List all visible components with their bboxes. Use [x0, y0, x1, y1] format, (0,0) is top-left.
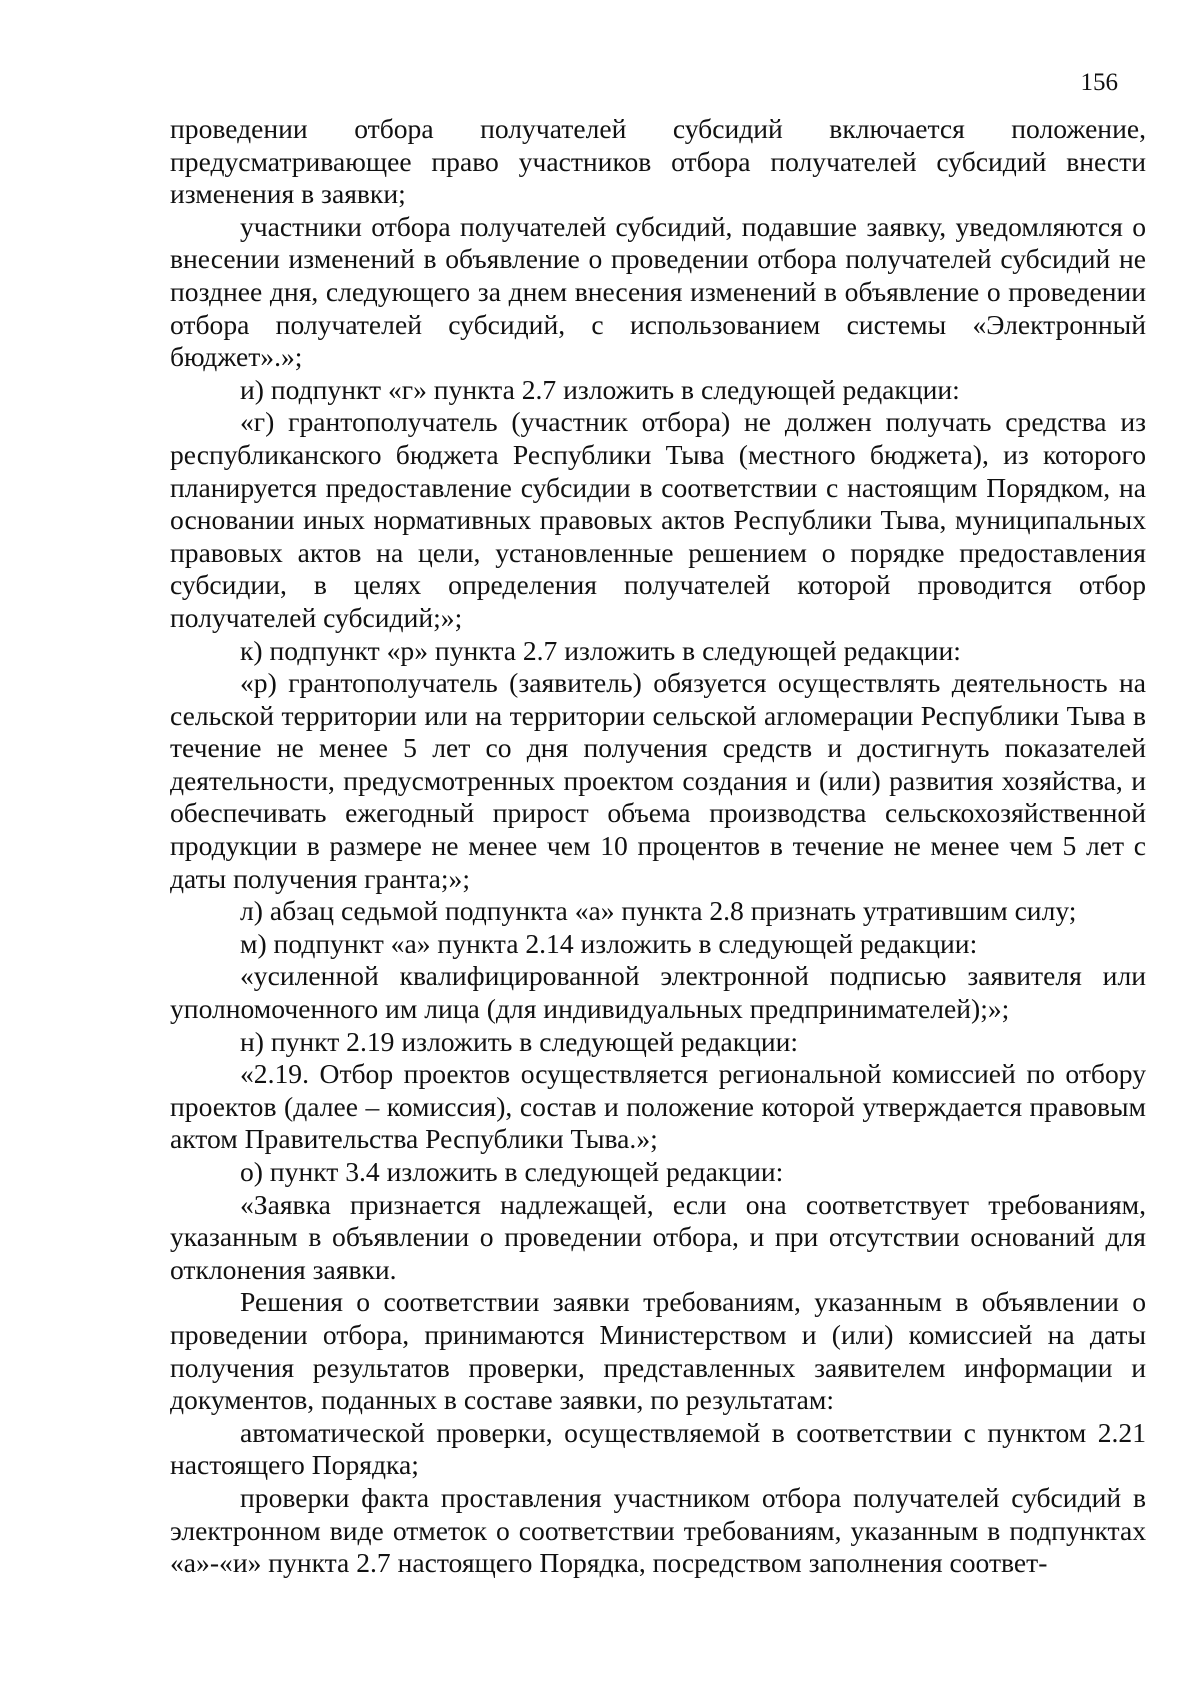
paragraph: «р) грантополучатель (заявитель) обязуется осуществлять деятельность на сельской территории или на территории сельской агломерации Республики Тыва в течение не менее 5 лет со дня получения средств и достигнуть показателей деятельности, предусмотренных проектом создания и (или) развития хозяйства, и обеспечивать ежегодный прирост объема производства сельскохозяйственной продукции в размере не менее чем 10 процентов в течение не менее чем 5 лет с даты получения гранта;»; — [170, 667, 1146, 894]
paragraph: к) подпункт «р» пункта 2.7 изложить в следующей редакции: — [240, 634, 961, 666]
paragraph: «Заявка признается надлежащей, если она соответствует требованиям, указанным в объявлении о проведении отбора, и при отсутствии оснований для отклонения заявки. — [170, 1188, 1146, 1285]
paragraph-continuation: проведении отбора получателей субсидий включается положение, предусматривающее право участников отбора получателей субсидий внести изменения в заявки; — [170, 113, 1146, 210]
paragraph: «г) грантополучатель (участник отбора) не должен получать средства из республиканского бюджета Республики Тыва (местного бюджета), из которого планируется предоставление субсидии в соответствии с настоящим Порядком, на основании иных нормативных правовых актов Республики Тыва, муниципальных правовых актов на цели, установленные решением о порядке предоставления субсидии, в целях определения получателей которой проводится отбор получателей субсидий;»; — [170, 406, 1146, 633]
page-number: 156 — [1080, 69, 1118, 96]
paragraph: л) абзац седьмой подпункта «а» пункта 2.8 признать утратившим силу; — [240, 895, 1077, 927]
paragraph: о) пункт 3.4 изложить в следующей редакции: — [240, 1156, 784, 1187]
paragraph: «усиленной квалифицированной электронной подписью заявителя или уполномоченного им лица (для индивидуальных предпринимателей);»; — [170, 960, 1146, 1025]
paragraph: участники отбора получателей субсидий, подавшие заявку, уведомляются о внесении изменений в объявление о проведении отбора получателей субсидий не позднее дня, следующего за днем внесения изменений в объявление о проведении отбора получателей субсидий, с использованием системы «Электронный бюджет».»; — [170, 210, 1146, 373]
paragraph: Решения о соответствии заявки требованиям, указанным в объявлении о проведении отбора, принимаются Министерством и (или) комиссией на даты получения результатов проверки, представленных заявителем информации и документов, поданных в составе заявки, по результатам: — [170, 1286, 1146, 1416]
paragraph: «2.19. Отбор проектов осуществляется региональной комиссией по отбору проектов (далее – комиссия), состав и положение которой утверждается правовым актом Правительства Республики Тыва.»; — [170, 1058, 1146, 1155]
paragraph: м) подпункт «а» пункта 2.14 изложить в следующей редакции: — [240, 927, 978, 959]
paragraph: и) подпункт «г» пункта 2.7 изложить в следующей редакции: — [240, 373, 960, 405]
document-body — [170, 113, 1146, 1580]
paragraph: н) пункт 2.19 изложить в следующей редакции: — [240, 1025, 799, 1057]
paragraph: автоматической проверки, осуществляемой в соответствии с пунктом 2.21 настоящего Порядка; — [170, 1416, 1146, 1481]
paragraph: проверки факта проставления участником отбора получателей субсидий в электронном виде отметок о соответствии требованиям, указанным в подпунктах «а»-«и» пункта 2.7 настоящего Порядка, посредством заполнения соответ- — [170, 1481, 1146, 1579]
